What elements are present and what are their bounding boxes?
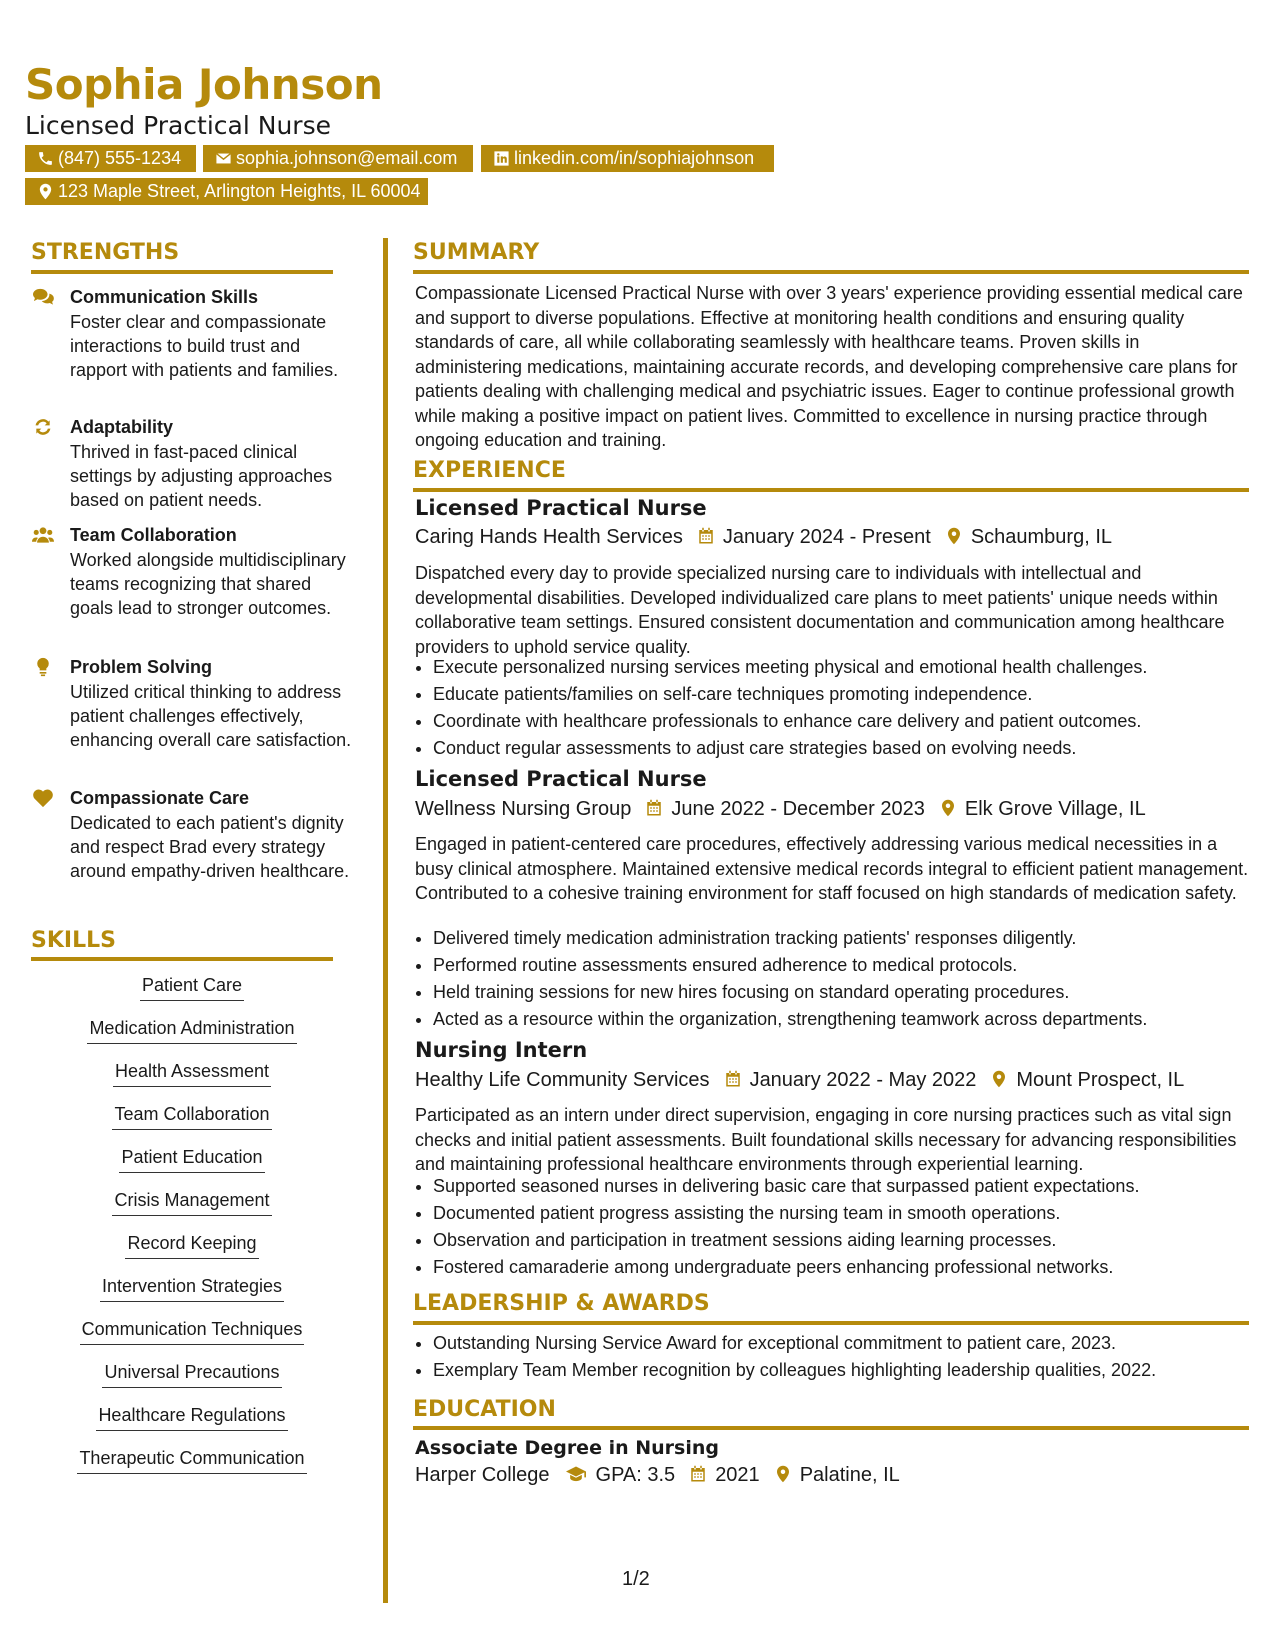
job-title: Licensed Practical Nurse <box>415 767 707 791</box>
strength-desc: Utilized critical thinking to address patient challenges effectively, enhancing overall care satisfaction. <box>70 682 352 750</box>
skill-item: Intervention Strategies <box>32 1276 352 1302</box>
skill-item: Medication Administration <box>32 1018 352 1044</box>
strength-item <box>32 655 352 752</box>
list-item: • Exemplary Team Member recognition by colleagues highlighting leadership qualities, 2022. <box>433 1357 1268 1384</box>
strength-item <box>32 415 352 512</box>
education-year: 2021 <box>715 1464 760 1486</box>
education-location: Palatine, IL <box>799 1464 900 1486</box>
phone-chip[interactable] <box>25 145 196 172</box>
education-school: Harper College <box>415 1464 550 1486</box>
list-item: • Held training sessions for new hires focusing on standard operating procedures. <box>433 979 1268 1006</box>
list-item: • Coordinate with healthcare professionals to enhance care delivery and patient outcomes. <box>433 708 1268 735</box>
strength-desc: Thrived in fast-paced clinical settings by adjusting approaches based on patient needs. <box>70 442 333 510</box>
strength-title: Team Collaboration <box>70 525 237 545</box>
strength-title: Problem Solving <box>70 657 213 677</box>
job-description: Dispatched every day to provide specialized nursing care to individuals with intellectual and developmental disabilities. Developed individualized care plans to meet patients' unique needs within collaborative team settings. Ensured consistent documentation and communication among healthcare providers to uphold service quality. <box>415 563 1225 657</box>
candidate-title: Licensed Practical Nurse <box>25 111 331 140</box>
envelope-icon <box>215 150 232 167</box>
strength-title: Compassionate Care <box>70 788 250 808</box>
skills-rule <box>31 957 333 961</box>
list-item: • Educate patients/families on self-care techniques promoting independence. <box>433 681 1268 708</box>
email-text: sophia.johnson@email.com <box>236 148 458 168</box>
skill-item: Health Assessment <box>32 1061 352 1087</box>
job-company: Healthy Life Community Services <box>415 1069 710 1091</box>
calendar-icon <box>689 1464 707 1484</box>
map-pin-icon <box>945 526 963 546</box>
map-pin-icon <box>990 1069 1008 1089</box>
linkedin-icon <box>493 150 510 167</box>
list-item: • Observation and participation in treatment sessions aiding learning processes. <box>433 1227 1268 1254</box>
job-description: Engaged in patient-centered care procedures, effectively addressing various medical necessities in a busy clinical atmosphere. Maintained extensive medical records integral to efficient patient management. Contributed to a cohesive training environment for staff focused on high standards of medication safety. <box>415 834 1249 903</box>
summary-heading: SUMMARY <box>413 240 540 265</box>
job-location: Elk Grove Village, IL <box>964 798 1146 820</box>
awards-rule <box>413 1321 1249 1325</box>
job-meta <box>415 526 1112 549</box>
strength-item <box>32 523 352 620</box>
strengths-rule <box>31 270 333 274</box>
education-meta <box>415 1464 900 1487</box>
experience-heading: EXPERIENCE <box>413 458 566 483</box>
linkedin-chip[interactable] <box>481 145 774 172</box>
summary-text: Compassionate Licensed Practical Nurse with over 3 years' experience providing essential medical care and support to diverse populations. Effective at monitoring health conditions and ensuring quality standards of care, all while collaborating seamlessly with healthcare teams. Proven skills in administering medications, maintaining accurate records, and developing comprehensive care plans for patients dealing with challenging medical and psychiatric issues. Eager to continue professional growth while making a positive impact on patient lives. Committed to excellence in nursing practice through ongoing education and training. <box>415 283 1243 450</box>
job-dates: June 2022 - December 2023 <box>671 798 925 820</box>
awards-heading: LEADERSHIP & AWARDS <box>413 1291 710 1316</box>
list-item: • Supported seasoned nurses in delivering basic care that surpassed patient expectations. <box>433 1173 1268 1200</box>
skill-item: Crisis Management <box>32 1190 352 1216</box>
job-meta <box>415 1069 1184 1092</box>
job-dates: January 2022 - May 2022 <box>749 1069 977 1091</box>
email-chip[interactable] <box>203 145 473 172</box>
job-bullets <box>415 925 1268 1033</box>
skill-item: Team Collaboration <box>32 1104 352 1130</box>
skill-item: Communication Techniques <box>32 1319 352 1345</box>
job-dates: January 2024 - Present <box>722 526 931 548</box>
skill-item: Healthcare Regulations <box>32 1405 352 1431</box>
education-rule <box>413 1426 1249 1430</box>
job-location: Mount Prospect, IL <box>1016 1069 1185 1091</box>
phone-text: (847) 555-1234 <box>58 148 182 168</box>
calendar-icon <box>697 526 715 546</box>
linkedin-text: linkedin.com/in/sophiajohnson <box>514 148 755 168</box>
list-item: • Acted as a resource within the organization, strengthening teamwork across departments. <box>433 1006 1268 1033</box>
users-icon <box>32 525 54 545</box>
strength-desc: Worked alongside multidisciplinary teams recognizing that shared goals lead to stronger outcomes. <box>70 550 346 618</box>
job-bullets <box>415 1173 1268 1281</box>
skills-heading: SKILLS <box>31 928 116 953</box>
list-item: • Outstanding Nursing Service Award for exceptional commitment to patient care, 2023. <box>433 1330 1268 1357</box>
skill-item: Record Keeping <box>32 1233 352 1259</box>
list-item: • Fostered camaraderie among undergraduate peers enhancing professional networks. <box>433 1254 1268 1281</box>
address-text: 123 Maple Street, Arlington Heights, IL 60004 <box>58 181 421 201</box>
strength-desc: Foster clear and compassionate interactions to build trust and rapport with patients and families. <box>70 312 339 380</box>
list-item: • Documented patient progress assisting the nursing team in smooth operations. <box>433 1200 1268 1227</box>
strength-item <box>32 285 352 382</box>
job-company: Caring Hands Health Services <box>415 526 683 548</box>
calendar-icon <box>724 1069 742 1089</box>
job-location: Schaumburg, IL <box>970 526 1113 548</box>
education-degree: Associate Degree in Nursing <box>415 1437 719 1459</box>
lightbulb-icon <box>32 657 54 677</box>
list-item: • Performed routine assessments ensured adherence to medical protocols. <box>433 952 1268 979</box>
education-gpa: GPA: 3.5 <box>595 1464 676 1486</box>
strengths-heading: STRENGTHS <box>31 240 180 265</box>
column-divider <box>383 238 388 1603</box>
list-item: • Execute personalized nursing services meeting physical and emotional health challenges. <box>433 654 1268 681</box>
skill-item: Patient Care <box>32 975 352 1001</box>
job-title: Nursing Intern <box>415 1038 588 1062</box>
awards-list <box>415 1330 1268 1384</box>
candidate-name: Sophia Johnson <box>25 60 383 109</box>
skill-item: Universal Precautions <box>32 1362 352 1388</box>
job-description: Participated as an intern under direct supervision, engaging in core nursing practices such as vital sign checks and initial patient assessments. Built foundational skills necessary for advancing responsibilities and maintaining professional healthcare environments through experiential learning. <box>415 1105 1237 1174</box>
summary-rule <box>413 270 1249 274</box>
map-pin-icon <box>37 183 54 200</box>
experience-rule <box>413 488 1249 492</box>
skill-item: Therapeutic Communication <box>32 1448 352 1474</box>
map-pin-icon <box>774 1464 792 1484</box>
job-bullets <box>415 654 1268 762</box>
strength-item <box>32 786 352 883</box>
phone-icon <box>37 150 54 167</box>
address-chip <box>25 178 428 205</box>
list-item: • Delivered timely medication administration tracking patients' responses diligently. <box>433 925 1268 952</box>
skill-item: Patient Education <box>32 1147 352 1173</box>
job-meta <box>415 798 1146 821</box>
sync-icon <box>32 417 54 437</box>
strength-title: Communication Skills <box>70 287 259 307</box>
list-item: • Conduct regular assessments to adjust care strategies based on evolving needs. <box>433 735 1268 762</box>
page-number: 1/2 <box>622 1568 650 1590</box>
job-title: Licensed Practical Nurse <box>415 496 707 520</box>
calendar-icon <box>645 798 663 818</box>
graduation-cap-icon <box>564 1464 588 1484</box>
job-company: Wellness Nursing Group <box>415 798 632 820</box>
map-pin-icon <box>939 798 957 818</box>
education-heading: EDUCATION <box>413 1397 556 1422</box>
strength-title: Adaptability <box>70 417 174 437</box>
comments-icon <box>32 287 54 307</box>
strength-desc: Dedicated to each patient's dignity and respect Brad every strategy around empathy-driven healthcare. <box>70 813 350 881</box>
heart-icon <box>32 788 54 808</box>
